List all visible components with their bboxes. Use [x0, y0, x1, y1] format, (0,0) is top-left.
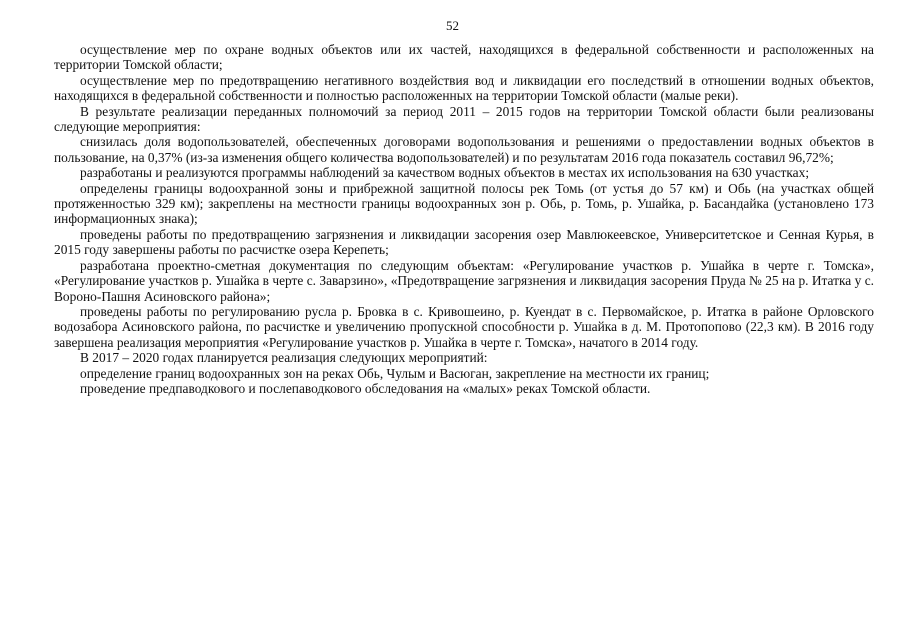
paragraph: осуществление мер по предотвращению негативного воздействия вод и ликвидации его последствий в отношении водных объектов, находящихся в федеральной собственности и полностью расположенных на территории Томской области (малые реки).: [54, 72, 874, 104]
paragraph: разработаны и реализуются программы наблюдений за качеством водных объектов в местах их использования на 630 участках;: [80, 165, 810, 181]
page-number: 52: [446, 18, 459, 33]
paragraph: определены границы водоохранной зоны и прибрежной защитной полосы рек Томь (от устья до 57 км) и Обь (на участках общей протяженностью 329 км); закреплены на местности границы водоохранных зон р. Обь, р. Томь, р. Ушайка, р. Басандайка (установлено 173 информационных знака);: [54, 180, 874, 227]
paragraph: проведены работы по регулированию русла р. Бровка в с. Кривошеино, р. Куендат в с. Первомайское, р. Итатка в районе Орловского водозабора Асиновского района, по расчистке и увеличению пропускной способности р. Ушайка в д. М. Протопопово (22,3 км). В 2016 году завершена реализация мероприятия «Регулирование участков р. Ушайка в черте г. Томска», начатого в 2014 году.: [54, 303, 874, 350]
paragraph: снизилась доля водопользователей, обеспеченных договорами водопользования и решениями о предоставлении водных объектов в пользование, на 0,37% (из-за изменения общего количества водопользователей) и по результатам 2016 года показатель составил 96,72%;: [54, 134, 874, 165]
paragraph: В 2017 – 2020 годах планируется реализация следующих мероприятий:: [80, 350, 488, 366]
paragraph: определение границ водоохранных зон на реках Обь, Чулым и Васюган, закрепление на местности их границ;: [80, 365, 710, 381]
paragraph: проведение предпаводкового и послепаводкового обследования на «малых» реках Томской области.: [80, 380, 651, 396]
document-body: [54, 42, 874, 396]
paragraph: проведены работы по предотвращению загрязнения и ликвидации засорения озер Мавлюкеевское, Университетское и Сенная Курья, в 2015 году завершены работы по расчистке озера Керепеть;: [54, 226, 874, 258]
paragraph: В результате реализации переданных полномочий за период 2011 – 2015 годов на территории Томской области были реализованы следующие мероприятия:: [54, 103, 874, 135]
paragraph: разработана проектно-сметная документация по следующим объектам: «Регулирование участков р. Ушайка в черте г. Томска», «Регулирование участков р. Ушайка в черте с. Заварзино», «Предотвращение загрязнения и ликвидация засорения Пруда № 25 на р. Итатка у с. Вороно-Пашня Асиновского района»;: [54, 257, 874, 304]
paragraph: осуществление мер по охране водных объектов или их частей, находящихся в федеральной собственности и расположенных на территории Томской области;: [54, 42, 874, 73]
